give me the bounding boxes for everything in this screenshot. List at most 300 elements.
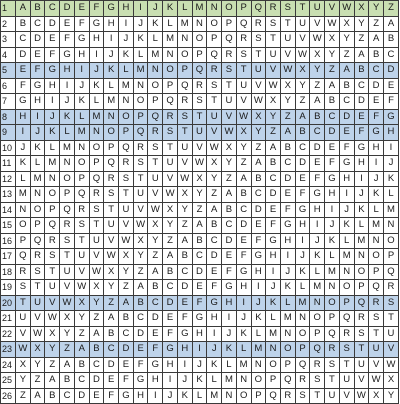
letter-cell: W bbox=[207, 140, 222, 156]
letter-cell: S bbox=[16, 280, 31, 296]
letter-cell: J bbox=[325, 218, 340, 234]
letter-cell: R bbox=[266, 1, 281, 17]
letter-cell: C bbox=[280, 156, 295, 172]
letter-cell: F bbox=[251, 233, 266, 249]
letter-cell: N bbox=[177, 32, 192, 48]
letter-cell: X bbox=[325, 32, 340, 48]
table-row bbox=[1, 342, 399, 358]
letter-cell: L bbox=[74, 109, 89, 125]
letter-cell: A bbox=[222, 187, 237, 203]
letter-cell: I bbox=[177, 357, 192, 373]
letter-cell: U bbox=[74, 249, 89, 265]
letter-cell: N bbox=[383, 218, 398, 234]
letter-cell: J bbox=[89, 63, 104, 79]
letter-cell: A bbox=[280, 125, 295, 141]
letter-cell: F bbox=[104, 388, 119, 404]
letter-cell: T bbox=[236, 63, 251, 79]
letter-cell: E bbox=[222, 249, 237, 265]
letter-cell: I bbox=[148, 388, 163, 404]
letter-cell: X bbox=[280, 78, 295, 94]
letter-cell: C bbox=[148, 295, 163, 311]
letter-cell: O bbox=[60, 171, 75, 187]
letter-cell: K bbox=[104, 63, 119, 79]
letter-cell: Z bbox=[207, 187, 222, 203]
letter-cell: U bbox=[325, 388, 340, 404]
letter-cell: M bbox=[222, 373, 237, 389]
letter-cell: I bbox=[74, 63, 89, 79]
letter-cell: S bbox=[280, 1, 295, 17]
row-number: 16 bbox=[1, 233, 16, 249]
letter-cell: X bbox=[104, 264, 119, 280]
letter-cell: K bbox=[280, 280, 295, 296]
letter-cell: S bbox=[207, 78, 222, 94]
letter-cell: A bbox=[266, 140, 281, 156]
letter-cell: S bbox=[222, 63, 237, 79]
letter-cell: Y bbox=[119, 264, 134, 280]
letter-cell: B bbox=[295, 125, 310, 141]
letter-cell: V bbox=[207, 125, 222, 141]
letter-cell: G bbox=[45, 63, 60, 79]
letter-cell: T bbox=[104, 202, 119, 218]
letter-cell: K bbox=[236, 326, 251, 342]
letter-cell: W bbox=[119, 233, 134, 249]
letter-cell: I bbox=[325, 202, 340, 218]
letter-cell: M bbox=[369, 218, 384, 234]
letter-cell: J bbox=[16, 140, 31, 156]
letter-cell: B bbox=[104, 326, 119, 342]
letter-cell: F bbox=[89, 1, 104, 17]
letter-cell: R bbox=[119, 156, 134, 172]
letter-cell: C bbox=[30, 16, 45, 32]
letter-cell: Y bbox=[222, 156, 237, 172]
letter-cell: W bbox=[339, 1, 354, 17]
letter-cell: D bbox=[236, 218, 251, 234]
letter-cell: X bbox=[251, 109, 266, 125]
letter-cell: J bbox=[310, 233, 325, 249]
letter-cell: S bbox=[104, 187, 119, 203]
letter-cell: H bbox=[45, 78, 60, 94]
letter-cell: K bbox=[207, 357, 222, 373]
letter-cell: J bbox=[266, 280, 281, 296]
letter-cell: O bbox=[310, 311, 325, 327]
letter-cell: B bbox=[310, 109, 325, 125]
letter-cell: S bbox=[133, 156, 148, 172]
letter-cell: G bbox=[266, 233, 281, 249]
letter-cell: J bbox=[222, 326, 237, 342]
row-number: 21 bbox=[1, 311, 16, 327]
letter-cell: R bbox=[89, 187, 104, 203]
letter-cell: I bbox=[163, 373, 178, 389]
table-row bbox=[1, 32, 399, 48]
letter-cell: C bbox=[369, 63, 384, 79]
letter-cell: E bbox=[163, 311, 178, 327]
letter-cell: J bbox=[177, 373, 192, 389]
letter-cell: O bbox=[339, 280, 354, 296]
letter-cell: U bbox=[339, 373, 354, 389]
letter-cell: Y bbox=[89, 295, 104, 311]
letter-cell: B bbox=[89, 342, 104, 358]
letter-cell: X bbox=[369, 388, 384, 404]
row-number: 12 bbox=[1, 171, 16, 187]
letter-cell: V bbox=[192, 140, 207, 156]
letter-cell: Q bbox=[163, 94, 178, 110]
table-row bbox=[1, 311, 399, 327]
letter-cell: L bbox=[383, 187, 398, 203]
letter-cell: G bbox=[16, 94, 31, 110]
letter-cell: D bbox=[60, 1, 75, 17]
letter-cell: M bbox=[207, 388, 222, 404]
letter-cell: U bbox=[222, 94, 237, 110]
letter-cell: E bbox=[266, 202, 281, 218]
letter-cell: M bbox=[310, 280, 325, 296]
letter-cell: T bbox=[74, 233, 89, 249]
letter-cell: M bbox=[339, 249, 354, 265]
letter-cell: F bbox=[369, 109, 384, 125]
letter-cell: T bbox=[383, 311, 398, 327]
letter-cell: F bbox=[207, 280, 222, 296]
letter-cell: N bbox=[310, 295, 325, 311]
letter-cell: V bbox=[163, 171, 178, 187]
letter-cell: U bbox=[163, 156, 178, 172]
letter-cell: S bbox=[383, 295, 398, 311]
letter-cell: H bbox=[280, 233, 295, 249]
letter-cell: C bbox=[354, 78, 369, 94]
letter-cell: A bbox=[16, 1, 31, 17]
letter-cell: Q bbox=[222, 32, 237, 48]
letter-cell: Z bbox=[89, 311, 104, 327]
letter-cell: E bbox=[354, 109, 369, 125]
letter-cell: I bbox=[280, 249, 295, 265]
letter-cell: P bbox=[177, 63, 192, 79]
letter-cell: P bbox=[104, 140, 119, 156]
letter-cell: U bbox=[16, 311, 31, 327]
letter-cell: C bbox=[177, 264, 192, 280]
letter-cell: A bbox=[45, 373, 60, 389]
letter-cell: W bbox=[192, 156, 207, 172]
letter-cell: F bbox=[16, 78, 31, 94]
cipher-table-body bbox=[1, 1, 399, 404]
letter-cell: M bbox=[354, 233, 369, 249]
letter-cell: X bbox=[89, 280, 104, 296]
letter-cell: I bbox=[310, 218, 325, 234]
letter-cell: P bbox=[310, 326, 325, 342]
letter-cell: M bbox=[280, 311, 295, 327]
letter-cell: P bbox=[30, 218, 45, 234]
letter-cell: O bbox=[266, 357, 281, 373]
letter-cell: P bbox=[295, 342, 310, 358]
letter-cell: U bbox=[119, 202, 134, 218]
letter-cell: Q bbox=[295, 357, 310, 373]
letter-cell: R bbox=[251, 16, 266, 32]
letter-cell: K bbox=[148, 16, 163, 32]
letter-cell: Z bbox=[74, 326, 89, 342]
letter-cell: H bbox=[60, 63, 75, 79]
letter-cell: G bbox=[74, 32, 89, 48]
letter-cell: H bbox=[310, 202, 325, 218]
letter-cell: N bbox=[119, 94, 134, 110]
letter-cell: C bbox=[119, 326, 134, 342]
row-number: 20 bbox=[1, 295, 16, 311]
letter-cell: L bbox=[89, 94, 104, 110]
letter-cell: S bbox=[251, 32, 266, 48]
letter-cell: J bbox=[30, 125, 45, 141]
letter-cell: H bbox=[295, 218, 310, 234]
table-row bbox=[1, 357, 399, 373]
letter-cell: J bbox=[207, 342, 222, 358]
letter-cell: G bbox=[104, 1, 119, 17]
table-row bbox=[1, 94, 399, 110]
letter-cell: V bbox=[45, 295, 60, 311]
letter-cell: E bbox=[369, 94, 384, 110]
letter-cell: N bbox=[222, 388, 237, 404]
letter-cell: T bbox=[60, 249, 75, 265]
letter-cell: Q bbox=[104, 156, 119, 172]
table-row bbox=[1, 47, 399, 63]
letter-cell: S bbox=[325, 357, 340, 373]
letter-cell: Q bbox=[30, 233, 45, 249]
table-row bbox=[1, 280, 399, 296]
letter-cell: Z bbox=[45, 357, 60, 373]
letter-cell: Q bbox=[280, 373, 295, 389]
letter-cell: Y bbox=[325, 47, 340, 63]
letter-cell: M bbox=[163, 32, 178, 48]
letter-cell: J bbox=[354, 187, 369, 203]
letter-cell: C bbox=[45, 1, 60, 17]
letter-cell: A bbox=[177, 233, 192, 249]
letter-cell: U bbox=[192, 125, 207, 141]
letter-cell: V bbox=[295, 32, 310, 48]
row-number: 2 bbox=[1, 16, 16, 32]
letter-cell: F bbox=[354, 125, 369, 141]
letter-cell: C bbox=[251, 187, 266, 203]
letter-cell: U bbox=[266, 47, 281, 63]
letter-cell: M bbox=[45, 156, 60, 172]
letter-cell: C bbox=[16, 32, 31, 48]
letter-cell: P bbox=[74, 171, 89, 187]
letter-cell: E bbox=[119, 357, 134, 373]
letter-cell: Q bbox=[60, 202, 75, 218]
letter-cell: Y bbox=[295, 78, 310, 94]
letter-cell: P bbox=[148, 94, 163, 110]
letter-cell: W bbox=[133, 218, 148, 234]
letter-cell: L bbox=[266, 311, 281, 327]
letter-cell: V bbox=[354, 373, 369, 389]
letter-cell: E bbox=[60, 16, 75, 32]
letter-cell: I bbox=[30, 109, 45, 125]
row-number: 17 bbox=[1, 249, 16, 265]
letter-cell: V bbox=[148, 187, 163, 203]
letter-cell: F bbox=[339, 140, 354, 156]
letter-cell: W bbox=[354, 388, 369, 404]
letter-cell: I bbox=[266, 264, 281, 280]
letter-cell: H bbox=[236, 280, 251, 296]
letter-cell: H bbox=[266, 249, 281, 265]
letter-cell: T bbox=[177, 125, 192, 141]
letter-cell: N bbox=[148, 63, 163, 79]
letter-cell: I bbox=[354, 171, 369, 187]
letter-cell: H bbox=[30, 94, 45, 110]
letter-cell: O bbox=[207, 16, 222, 32]
table-row bbox=[1, 218, 399, 234]
letter-cell: H bbox=[119, 1, 134, 17]
letter-cell: S bbox=[163, 125, 178, 141]
row-number: 18 bbox=[1, 264, 16, 280]
letter-cell: U bbox=[60, 264, 75, 280]
letter-cell: D bbox=[222, 233, 237, 249]
letter-cell: D bbox=[325, 125, 340, 141]
table-row bbox=[1, 63, 399, 79]
letter-cell: E bbox=[148, 326, 163, 342]
letter-cell: C bbox=[207, 233, 222, 249]
letter-cell: C bbox=[74, 373, 89, 389]
letter-cell: V bbox=[133, 202, 148, 218]
letter-cell: G bbox=[383, 109, 398, 125]
letter-cell: W bbox=[104, 249, 119, 265]
table-row bbox=[1, 171, 399, 187]
letter-cell: V bbox=[383, 342, 398, 358]
letter-cell: P bbox=[45, 202, 60, 218]
letter-cell: O bbox=[192, 32, 207, 48]
letter-cell: F bbox=[192, 295, 207, 311]
letter-cell: G bbox=[133, 373, 148, 389]
letter-cell: W bbox=[251, 94, 266, 110]
letter-cell: Y bbox=[177, 202, 192, 218]
letter-cell: L bbox=[192, 388, 207, 404]
row-number: 14 bbox=[1, 202, 16, 218]
letter-cell: M bbox=[295, 295, 310, 311]
letter-cell: T bbox=[295, 1, 310, 17]
letter-cell: V bbox=[222, 109, 237, 125]
letter-cell: X bbox=[133, 233, 148, 249]
letter-cell: Z bbox=[369, 16, 384, 32]
letter-cell: V bbox=[74, 264, 89, 280]
letter-cell: F bbox=[383, 94, 398, 110]
letter-cell: Z bbox=[119, 280, 134, 296]
letter-cell: R bbox=[310, 357, 325, 373]
letter-cell: G bbox=[251, 249, 266, 265]
letter-cell: E bbox=[280, 187, 295, 203]
letter-cell: O bbox=[119, 109, 134, 125]
letter-cell: I bbox=[16, 125, 31, 141]
letter-cell: Y bbox=[310, 63, 325, 79]
letter-cell: G bbox=[89, 16, 104, 32]
letter-cell: Y bbox=[60, 326, 75, 342]
letter-cell: O bbox=[16, 218, 31, 234]
letter-cell: M bbox=[16, 187, 31, 203]
letter-cell: Y bbox=[236, 140, 251, 156]
letter-cell: K bbox=[310, 249, 325, 265]
letter-cell: G bbox=[339, 156, 354, 172]
letter-cell: G bbox=[280, 218, 295, 234]
letter-cell: R bbox=[104, 171, 119, 187]
letter-cell: H bbox=[163, 357, 178, 373]
letter-cell: E bbox=[251, 218, 266, 234]
letter-cell: B bbox=[266, 156, 281, 172]
letter-cell: S bbox=[45, 249, 60, 265]
letter-cell: M bbox=[89, 109, 104, 125]
letter-cell: Z bbox=[266, 125, 281, 141]
letter-cell: M bbox=[133, 63, 148, 79]
letter-cell: Y bbox=[74, 311, 89, 327]
letter-cell: E bbox=[133, 342, 148, 358]
letter-cell: R bbox=[163, 109, 178, 125]
letter-cell: N bbox=[339, 264, 354, 280]
letter-cell: F bbox=[30, 63, 45, 79]
table-row bbox=[1, 187, 399, 203]
letter-cell: E bbox=[74, 1, 89, 17]
table-row bbox=[1, 125, 399, 141]
letter-cell: R bbox=[16, 264, 31, 280]
letter-cell: F bbox=[310, 171, 325, 187]
letter-cell: U bbox=[295, 16, 310, 32]
letter-cell: P bbox=[369, 264, 384, 280]
letter-cell: I bbox=[236, 295, 251, 311]
letter-cell: N bbox=[192, 16, 207, 32]
row-number: 4 bbox=[1, 47, 16, 63]
letter-cell: S bbox=[192, 94, 207, 110]
letter-cell: P bbox=[325, 311, 340, 327]
letter-cell: F bbox=[222, 264, 237, 280]
letter-cell: B bbox=[177, 249, 192, 265]
letter-cell: D bbox=[310, 140, 325, 156]
letter-cell: Q bbox=[310, 342, 325, 358]
letter-cell: Q bbox=[266, 388, 281, 404]
letter-cell: B bbox=[369, 47, 384, 63]
letter-cell: V bbox=[251, 78, 266, 94]
letter-cell: H bbox=[89, 32, 104, 48]
row-number: 24 bbox=[1, 357, 16, 373]
letter-cell: R bbox=[192, 78, 207, 94]
letter-cell: A bbox=[325, 78, 340, 94]
letter-cell: N bbox=[354, 249, 369, 265]
row-number: 6 bbox=[1, 78, 16, 94]
row-number: 5 bbox=[1, 63, 16, 79]
letter-cell: J bbox=[383, 156, 398, 172]
letter-cell: R bbox=[383, 280, 398, 296]
letter-cell: Z bbox=[163, 233, 178, 249]
letter-cell: S bbox=[369, 311, 384, 327]
letter-cell: X bbox=[148, 218, 163, 234]
row-number: 7 bbox=[1, 94, 16, 110]
letter-cell: N bbox=[30, 187, 45, 203]
letter-cell: L bbox=[354, 218, 369, 234]
letter-cell: Y bbox=[354, 16, 369, 32]
letter-cell: J bbox=[192, 357, 207, 373]
letter-cell: K bbox=[354, 202, 369, 218]
letter-cell: V bbox=[236, 94, 251, 110]
letter-cell: S bbox=[177, 109, 192, 125]
letter-cell: N bbox=[104, 109, 119, 125]
letter-cell: U bbox=[177, 140, 192, 156]
letter-cell: G bbox=[222, 280, 237, 296]
letter-cell: J bbox=[339, 202, 354, 218]
row-number: 13 bbox=[1, 187, 16, 203]
row-number: 23 bbox=[1, 342, 16, 358]
letter-cell: X bbox=[339, 16, 354, 32]
letter-cell: Q bbox=[192, 63, 207, 79]
letter-cell: R bbox=[280, 388, 295, 404]
letter-cell: J bbox=[148, 1, 163, 17]
table-row bbox=[1, 295, 399, 311]
letter-cell: E bbox=[325, 140, 340, 156]
letter-cell: X bbox=[163, 202, 178, 218]
letter-cell: Y bbox=[251, 125, 266, 141]
letter-cell: A bbox=[133, 280, 148, 296]
letter-cell: G bbox=[30, 78, 45, 94]
letter-cell: B bbox=[163, 264, 178, 280]
letter-cell: H bbox=[177, 342, 192, 358]
letter-cell: O bbox=[30, 202, 45, 218]
